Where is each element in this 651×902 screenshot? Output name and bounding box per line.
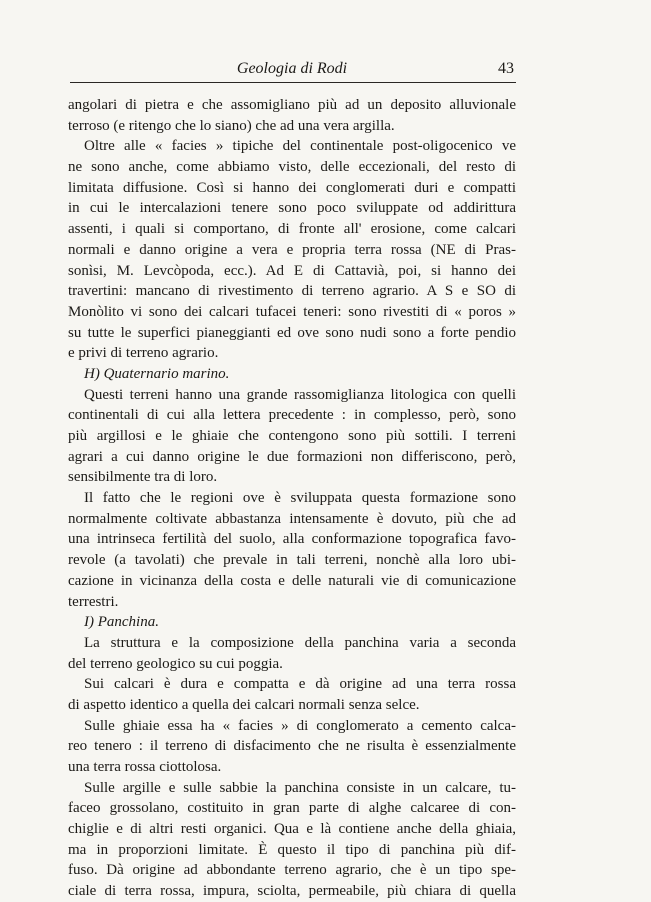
text-line: terroso (e ritengo che lo siano) che ad una vera argilla. <box>68 117 395 134</box>
text-line: normalmente coltivate abbastanza intensamente è dovuto, più che ad <box>68 510 516 527</box>
text-line: revole (a tavolati) che prevale in tali terreni, nonchè alla loro ubi- <box>68 552 516 569</box>
text-line: del terreno geologico su cui poggia. <box>68 655 283 672</box>
body-text <box>68 95 516 902</box>
text-line: sensibilmente tra di loro. <box>68 469 218 486</box>
text-line: continentali di cui alla lettera precedente : in complesso, però, sono <box>68 407 516 424</box>
text-line: cazione in vicinanza della costa e delle naturali vie di comunicazione <box>68 572 516 589</box>
text-line: Il fatto che le regioni ove è sviluppata questa formazione sono <box>84 490 516 507</box>
text-line: Questi terreni hanno una grande rassomiglianza litologica con quelli <box>84 386 516 403</box>
header-rule <box>70 82 516 83</box>
text-line: faceo grossolano, costituito in gran parte di alghe calcaree di con- <box>68 800 516 817</box>
text-line: una intrinseca fertilità del suolo, alla conformazione topografica favo- <box>68 531 516 548</box>
text-line: ne sono anche, come abbiamo visto, delle eccezionali, del resto di <box>68 159 516 176</box>
text-line: La struttura e la composizione della panchina varia a seconda <box>84 634 516 651</box>
text-line: una terra rossa ciottolosa. <box>68 759 222 775</box>
text-line: terrestri. <box>68 593 119 610</box>
text-line: chiglie e di altri resti organici. Qua e là contiene anche della ghiaia, <box>68 821 516 838</box>
text-line: ma in proporzioni limitate. È questo il tipo di panchina più dif- <box>68 841 516 858</box>
page-header <box>68 58 516 84</box>
text-line: ciale di terra rossa, impura, sciolta, permeabile, più chiara di quella <box>68 883 516 900</box>
text-line: normali e danno origine a vera e propria terra rossa (NE di Pras- <box>68 241 516 258</box>
book-page <box>68 58 516 902</box>
text-line: agrari a cui danno origine le due formazioni non differiscono, però, <box>68 448 516 465</box>
text-line: Sulle ghiaie essa ha « facies » di conglomerato a cemento calca- <box>84 717 516 734</box>
text-line: assenti, i quali si comportano, di fronte all' erosione, come calcari <box>68 221 516 238</box>
text-line: e privi di terreno agrario. <box>68 345 219 362</box>
text-line: di aspetto identico a quella dei calcari normali senza selce. <box>68 696 420 713</box>
text-line: Monòlito vi sono dei calcari tufacei teneri: sono rivestiti di « poros » <box>68 303 516 320</box>
text-line: sonìsi, M. Levcòpoda, ecc.). Ad E di Cattavià, poi, si hanno dei <box>68 262 516 279</box>
text-line: più argillosi e le ghiaie che contengono sono più sottili. I terreni <box>68 428 516 444</box>
text-line: limitata diffusione. Così si hanno dei conglomerati duri e compatti <box>68 179 516 196</box>
text-line: fuso. Dà origine ad abbondante terreno agrario, che è un tipo spe- <box>68 862 516 879</box>
text-line: Oltre alle « facies » tipiche del continentale post-oligocenico ve <box>84 138 516 155</box>
text-line: su tutte le superfici pianeggianti ed ove sono nudi sono a forte pendio <box>68 324 516 341</box>
text-line: travertini: mancano di rivestimento di terreno agrario. A S e SO di <box>68 283 516 300</box>
text-line: Sulle argille e sulle sabbie la panchina consiste in un calcare, tu- <box>84 779 516 796</box>
section-heading: H) Quaternario marino. <box>84 365 230 382</box>
text-line: reo tenero : il terreno di disfacimento che ne risulta è essenzialmente <box>68 738 516 755</box>
running-title: Geologia di Rodi <box>236 60 348 77</box>
page-number: 43 <box>498 60 514 77</box>
text-line: angolari di pietra e che assomigliano più ad un deposito alluvionale <box>68 97 516 113</box>
text-line: in cui le intercalazioni tenere sono poco sviluppate od addirittura <box>68 200 516 217</box>
text-line: Sui calcari è dura e compatta e dà origine ad una terra rossa <box>84 676 516 693</box>
section-heading: I) Panchina. <box>84 614 159 631</box>
